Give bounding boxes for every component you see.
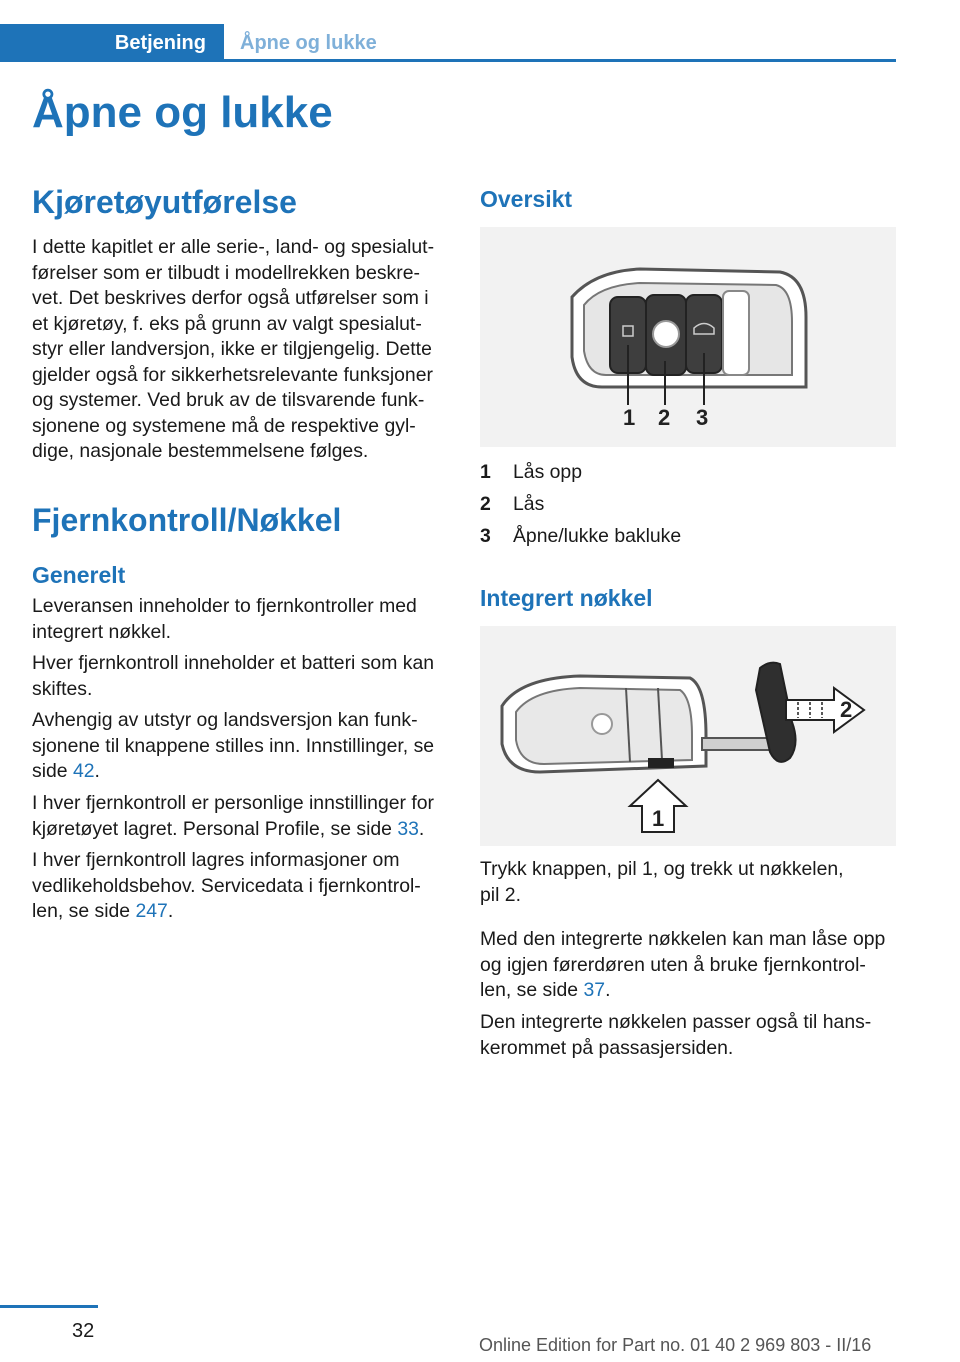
- section-tab: Betjening: [0, 24, 224, 62]
- remote-key-figure: [480, 227, 896, 447]
- text-line: styr eller landversjon, ikke er tilgjengelig. Dette: [32, 338, 432, 360]
- text-line: og systemer. Ved bruk av de tilsvarende funk-: [32, 389, 425, 411]
- instruction-paragraph-1: [480, 857, 844, 908]
- page-link-247[interactable]: 247: [135, 900, 168, 922]
- instruction-paragraph-2: [480, 927, 885, 1004]
- integrated-key-illustration: [480, 626, 896, 846]
- legend-item: [480, 523, 896, 549]
- text-line: et kjøretøy, f. eks på grunn av valgt spesialut-: [32, 312, 422, 335]
- general-paragraph-1: [32, 594, 417, 645]
- header-rule: [224, 59, 896, 62]
- text-line: skiftes.: [32, 677, 93, 700]
- vehicle-heading: Kjøretøyutførelse: [32, 184, 297, 220]
- integrated-key-heading: Integrert nøkkel: [480, 585, 653, 611]
- integrated-key-figure: [480, 626, 896, 846]
- legend-label: Lås opp: [513, 461, 583, 483]
- text-line: Avhengig av utstyr og landsversjon kan funk-: [32, 709, 418, 731]
- text-line: Leveransen inneholder to fjernkontroller med: [32, 595, 417, 617]
- general-paragraph-2: [32, 651, 434, 702]
- text-line: sjonene til knappene stilles inn. Innstillinger, se: [32, 734, 435, 757]
- general-paragraph-5: [32, 848, 421, 925]
- text-line: Med den integrerte nøkkelen kan man låse opp: [480, 928, 886, 950]
- text-line: [32, 817, 434, 843]
- text-fragment: .: [418, 817, 425, 840]
- text-line: I hver fjernkontroll lagres informasjoner om: [32, 849, 400, 871]
- arrow-callout-2: 2: [840, 697, 853, 722]
- text-line: vet. Det beskrives derfor også utførelser som i: [32, 287, 429, 309]
- page-link-42[interactable]: 42: [72, 760, 95, 782]
- text-fragment: .: [94, 760, 100, 782]
- text-line: vedlikeholdsbehov. Servicedata i fjernkontrol-: [32, 874, 421, 897]
- page-link-33[interactable]: 33: [397, 817, 419, 840]
- text-line: gjelder også for sikkerhetsrelevante funksjoner: [32, 363, 433, 386]
- text-fragment: .: [167, 900, 174, 922]
- text-fragment: side: [32, 760, 73, 782]
- text-line: førelser som er tilbudt i modellrekken beskre-: [32, 261, 420, 284]
- breadcrumb: Åpne og lukke: [240, 32, 377, 54]
- legend-number: 3: [480, 525, 491, 547]
- callout-1: 1: [623, 405, 636, 430]
- page-number: 32: [72, 1320, 95, 1342]
- remote-key-illustration: [480, 227, 896, 447]
- text-fragment: len, se side: [480, 979, 584, 1001]
- text-line: [480, 978, 885, 1004]
- callout-2: 2: [658, 405, 671, 430]
- remote-heading: Fjernkontroll/Nøkkel: [32, 502, 342, 538]
- edition-text: Online Edition for Part no. 01 40 2 969 803 - II/16: [479, 1335, 872, 1355]
- footer-rule: [0, 1305, 98, 1308]
- text-fragment: kjøretøyet lagret. Personal Profile, se side: [32, 817, 398, 840]
- text-line: og igjen førerdøren uten å bruke fjernkontrol-: [480, 953, 866, 976]
- general-heading: Generelt: [32, 562, 126, 588]
- text-line: [32, 899, 421, 925]
- legend-label: Lås: [513, 493, 545, 515]
- text-line: integrert nøkkel.: [32, 620, 172, 643]
- legend-item: [480, 459, 896, 485]
- text-line: pil 2.: [480, 883, 521, 906]
- instruction-paragraph-3: [480, 1010, 871, 1061]
- text-line: I dette kapitlet er alle serie-, land- og spesialut-: [32, 236, 435, 258]
- legend-item: [480, 491, 896, 517]
- text-line: kerommet på passasjersiden.: [480, 1036, 734, 1059]
- vehicle-text: [32, 235, 434, 465]
- legend-number: 1: [480, 461, 491, 483]
- general-paragraph-3: [32, 708, 434, 785]
- text-line: Trykk knappen, pil 1, og trekk ut nøkkelen,: [480, 858, 844, 880]
- general-paragraph-4: [32, 791, 434, 842]
- legend-label: Åpne/lukke bakluke: [513, 525, 682, 547]
- overview-heading: Oversikt: [480, 186, 573, 212]
- legend-number: 2: [480, 493, 491, 515]
- page-title: Åpne og lukke: [32, 88, 333, 137]
- text-line: Den integrerte nøkkelen passer også til hans-: [480, 1011, 872, 1033]
- arrow-callout-1: 1: [652, 806, 665, 831]
- text-line: dige, nasjonale bestemmelsene følges.: [32, 440, 369, 462]
- page-header: [0, 24, 960, 62]
- text-line: [32, 759, 434, 785]
- text-fragment: .: [605, 979, 611, 1001]
- text-line: I hver fjernkontroll er personlige innstillinger for: [32, 792, 435, 814]
- text-line: Hver fjernkontroll inneholder et batteri som kan: [32, 652, 435, 674]
- text-line: sjonene og systemene må de respektive gyl-: [32, 414, 416, 437]
- callout-3: 3: [696, 405, 709, 430]
- text-fragment: len, se side: [32, 900, 136, 922]
- page-link-37[interactable]: 37: [583, 979, 606, 1001]
